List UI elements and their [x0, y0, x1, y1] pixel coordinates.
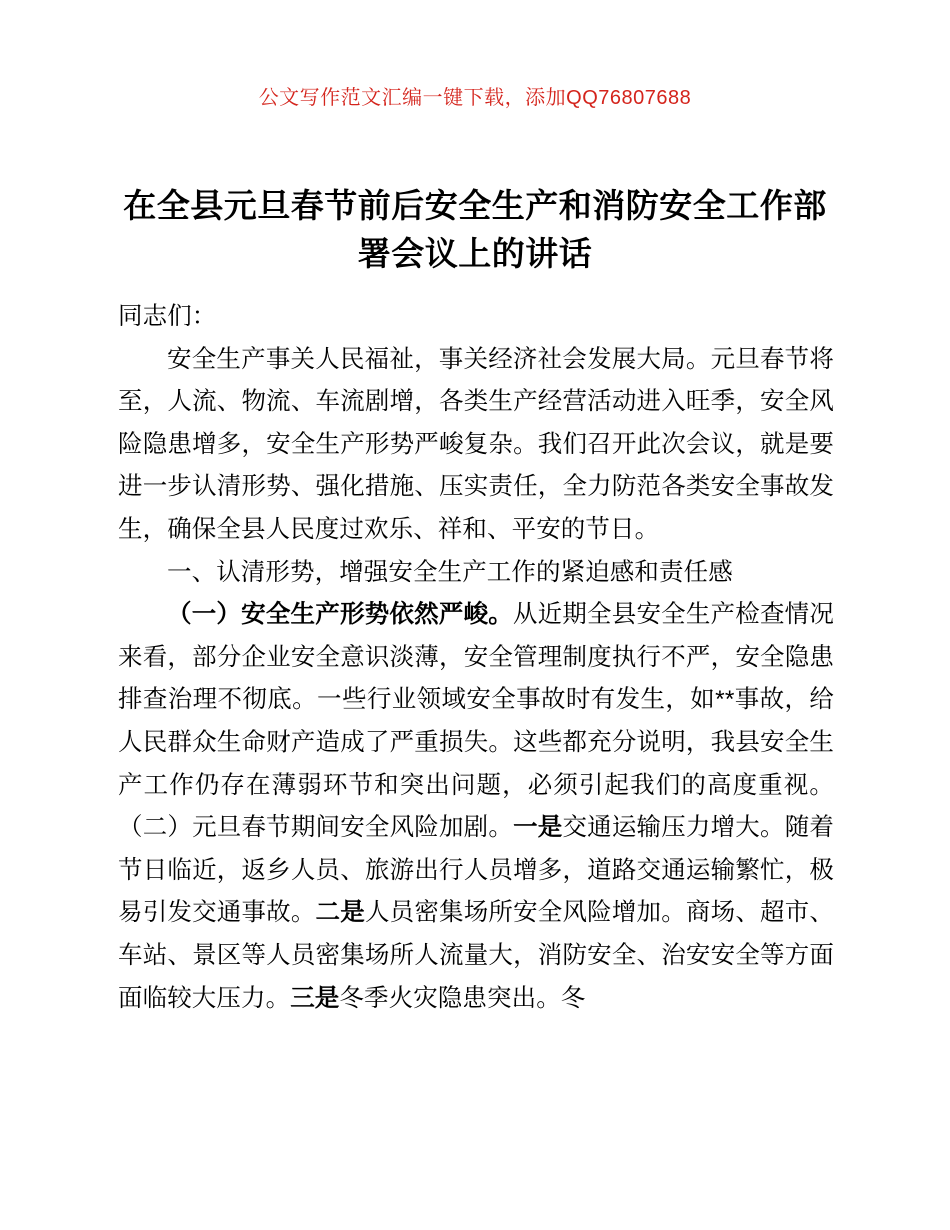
point-one-body: 交通运输压力增大。随着节日临近，返乡人员、旅游出行人员增多，道路交通运输繁忙，极易引发交通事故。 — [118, 814, 834, 927]
promo-banner-text: 公文写作范文汇编一键下载，添加QQ76807688 — [258, 87, 692, 109]
heading-level-1: 一、认清形势，增强安全生产工作的紧迫感和责任感 — [167, 558, 733, 586]
sub-heading-one-body: 从近期全县安全生产检查情况来看，部分企业安全意识淡薄，安全管理制度执行不严，安全隐患排查治理不彻底。一些行业领域安全事故时有发生，如**事故，给人民群众生命财产造成了严重损失。这些都充分说明，我县安全生产工作仍存在薄弱环节和突出问题，必须引起我们的高度重视。 — [118, 601, 834, 799]
point-three-body: 冬季火灾隐患突出。冬 — [339, 984, 586, 1012]
salutation: 同志们： — [118, 303, 217, 330]
paragraph-section-one — [118, 594, 834, 1020]
document-body — [118, 296, 834, 1020]
point-two-body: 人员密集场所安全风险增加。商场、超市、车站、景区等人员密集场所人流量大，消防安全、治安安全等方面面临较大压力。 — [118, 899, 834, 1012]
point-two-marker: 二是 — [315, 899, 365, 927]
point-three-marker: 三是 — [290, 984, 340, 1012]
point-one-marker: 一是 — [513, 814, 563, 842]
sub-heading-two-label: （二）元旦春节期间安全风险加剧。 — [118, 814, 514, 842]
page-title: 在全县元旦春节前后安全生产和消防安全工作部署会议上的讲话 — [123, 187, 827, 273]
sub-heading-one-label: （一）安全生产形势依然严峻。 — [167, 601, 513, 629]
paragraph-intro: 安全生产事关人民福祉，事关经济社会发展大局。元旦春节将至，人流、物流、车流剧增，各类生产经营活动进入旺季，安全风险隐患增多，安全生产形势严峻复杂。我们召开此次会议，就是要进一步认清形势、强化措施、压实责任，全力防范各类安全事故发生，确保全县人民度过欢乐、祥和、平安的节日。 — [118, 345, 834, 543]
